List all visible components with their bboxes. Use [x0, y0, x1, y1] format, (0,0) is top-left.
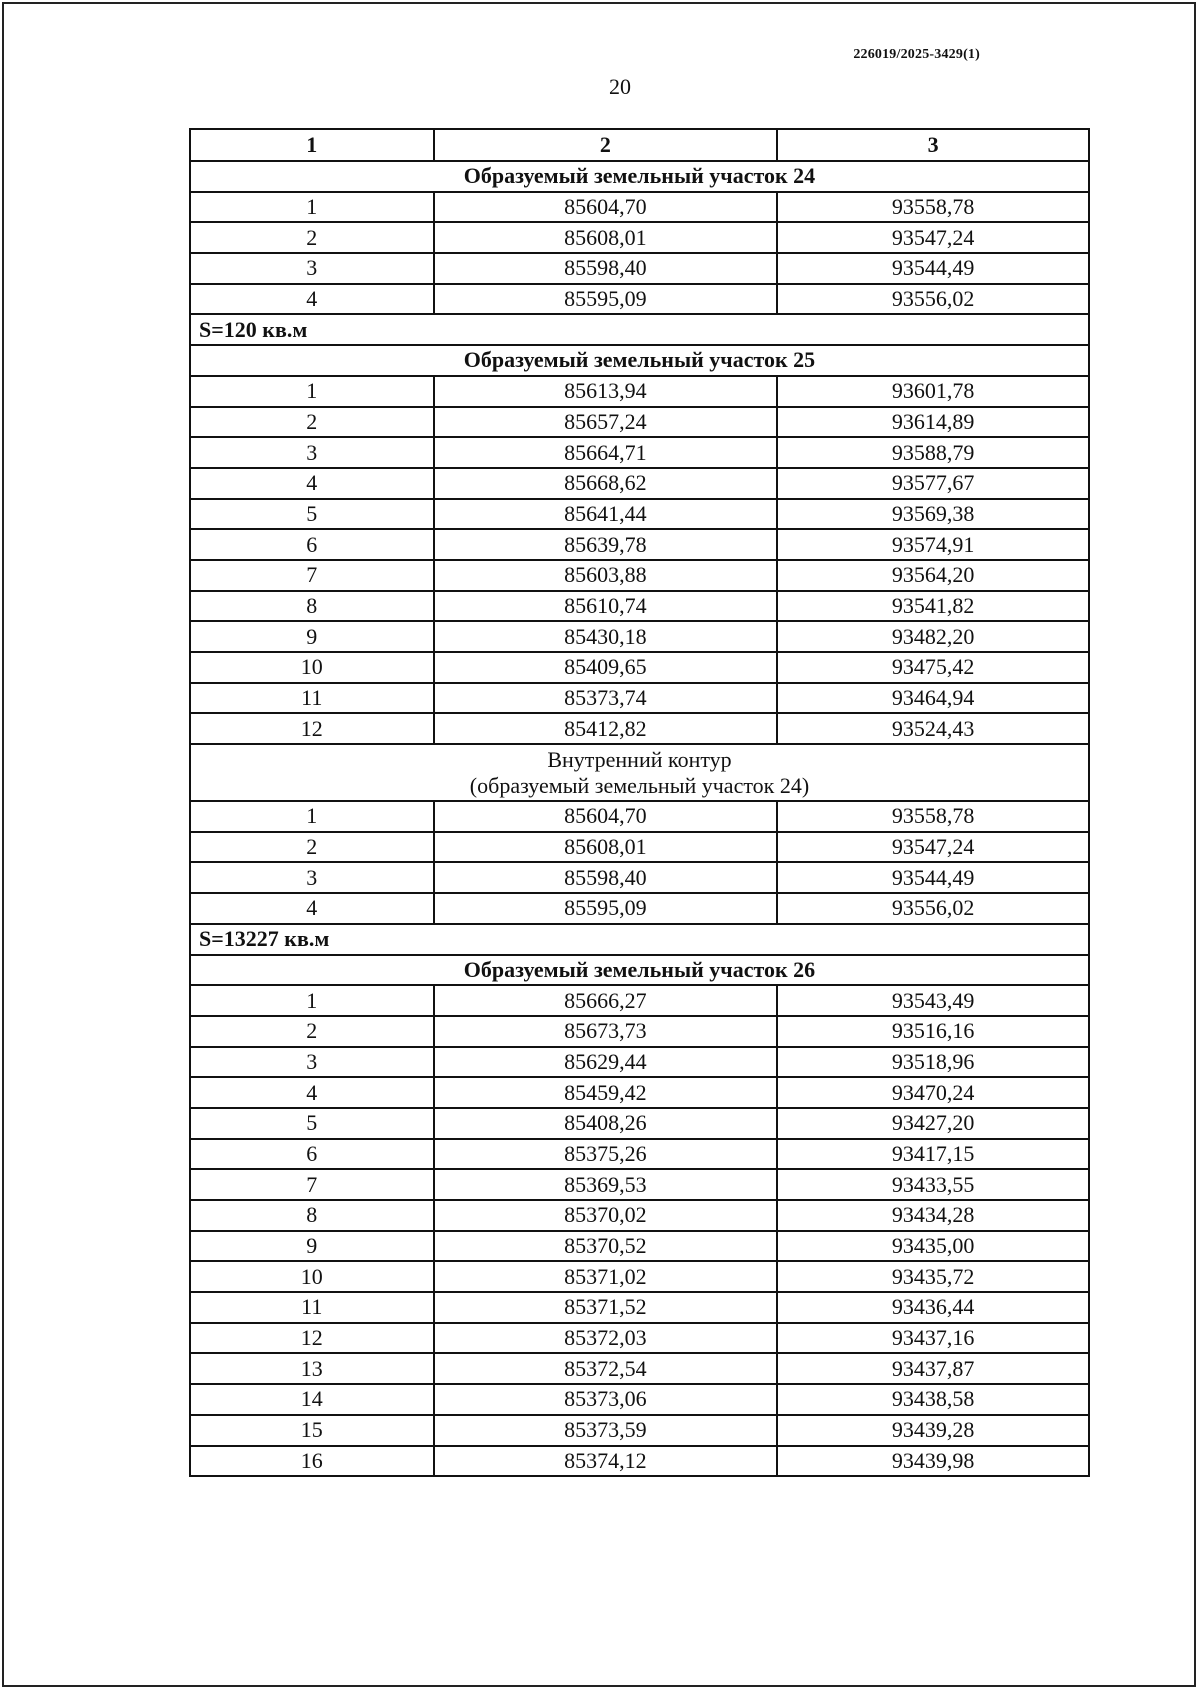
- point-number-cell: 5: [190, 1108, 434, 1139]
- x-coordinate-cell: 85430,18: [434, 621, 778, 652]
- y-coordinate-cell: 93558,78: [777, 801, 1089, 832]
- column-header: 2: [434, 129, 778, 161]
- y-coordinate-cell: 93417,15: [777, 1139, 1089, 1170]
- table-row: [190, 1292, 1089, 1323]
- table-row: [190, 713, 1089, 744]
- x-coordinate-cell: 85371,52: [434, 1292, 778, 1323]
- point-number-cell: 8: [190, 1200, 434, 1231]
- section-title-row: [190, 345, 1089, 376]
- y-coordinate-cell: 93524,43: [777, 713, 1089, 744]
- section-title: Образуемый земельный участок 25: [190, 345, 1089, 376]
- table-row: [190, 832, 1089, 863]
- point-number-cell: 6: [190, 529, 434, 560]
- section-title-row: [190, 955, 1089, 986]
- y-coordinate-cell: 93558,78: [777, 192, 1089, 223]
- y-coordinate-cell: 93470,24: [777, 1077, 1089, 1108]
- point-number-cell: 4: [190, 468, 434, 499]
- table-row: [190, 1047, 1089, 1078]
- table-row: [190, 893, 1089, 924]
- x-coordinate-cell: 85375,26: [434, 1139, 778, 1170]
- point-number-cell: 14: [190, 1384, 434, 1415]
- table-row: [190, 801, 1089, 832]
- x-coordinate-cell: 85666,27: [434, 985, 778, 1016]
- y-coordinate-cell: 93544,49: [777, 253, 1089, 284]
- y-coordinate-cell: 93541,82: [777, 591, 1089, 622]
- column-header: 3: [777, 129, 1089, 161]
- y-coordinate-cell: 93544,49: [777, 862, 1089, 893]
- table-row: [190, 376, 1089, 407]
- table-row: [190, 1353, 1089, 1384]
- y-coordinate-cell: 93543,49: [777, 985, 1089, 1016]
- point-number-cell: 2: [190, 832, 434, 863]
- point-number-cell: 9: [190, 621, 434, 652]
- x-coordinate-cell: 85370,52: [434, 1231, 778, 1262]
- point-number-cell: 7: [190, 560, 434, 591]
- section-title-row: [190, 161, 1089, 192]
- table-row: [190, 437, 1089, 468]
- y-coordinate-cell: 93588,79: [777, 437, 1089, 468]
- point-number-cell: 4: [190, 893, 434, 924]
- x-coordinate-cell: 85408,26: [434, 1108, 778, 1139]
- table-row: [190, 222, 1089, 253]
- y-coordinate-cell: 93437,16: [777, 1323, 1089, 1354]
- y-coordinate-cell: 93436,44: [777, 1292, 1089, 1323]
- table-row: [190, 529, 1089, 560]
- x-coordinate-cell: 85409,65: [434, 652, 778, 683]
- area-row: [190, 924, 1089, 955]
- table-row: [190, 407, 1089, 438]
- point-number-cell: 1: [190, 801, 434, 832]
- x-coordinate-cell: 85604,70: [434, 192, 778, 223]
- x-coordinate-cell: 85657,24: [434, 407, 778, 438]
- table-row: [190, 591, 1089, 622]
- point-number-cell: 3: [190, 253, 434, 284]
- y-coordinate-cell: 93614,89: [777, 407, 1089, 438]
- table-row: [190, 499, 1089, 530]
- y-coordinate-cell: 93556,02: [777, 893, 1089, 924]
- inner-contour-subtitle: (образуемый земельный участок 24): [469, 772, 810, 798]
- point-number-cell: 10: [190, 1261, 434, 1292]
- y-coordinate-cell: 93601,78: [777, 376, 1089, 407]
- y-coordinate-cell: 93475,42: [777, 652, 1089, 683]
- table-row: [190, 1077, 1089, 1108]
- x-coordinate-cell: 85371,02: [434, 1261, 778, 1292]
- x-coordinate-cell: 85595,09: [434, 893, 778, 924]
- table-row: [190, 1384, 1089, 1415]
- y-coordinate-cell: 93437,87: [777, 1353, 1089, 1384]
- area-row: [190, 314, 1089, 345]
- x-coordinate-cell: 85374,12: [434, 1446, 778, 1477]
- y-coordinate-cell: 93439,28: [777, 1415, 1089, 1446]
- x-coordinate-cell: 85595,09: [434, 284, 778, 315]
- point-number-cell: 13: [190, 1353, 434, 1384]
- x-coordinate-cell: 85664,71: [434, 437, 778, 468]
- point-number-cell: 15: [190, 1415, 434, 1446]
- y-coordinate-cell: 93435,00: [777, 1231, 1089, 1262]
- inner-contour-heading: [190, 744, 1089, 801]
- point-number-cell: 3: [190, 1047, 434, 1078]
- y-coordinate-cell: 93427,20: [777, 1108, 1089, 1139]
- x-coordinate-cell: 85372,03: [434, 1323, 778, 1354]
- page-number: 20: [609, 74, 631, 99]
- point-number-cell: 5: [190, 499, 434, 530]
- y-coordinate-cell: 93577,67: [777, 468, 1089, 499]
- x-coordinate-cell: 85608,01: [434, 832, 778, 863]
- table-row: [190, 862, 1089, 893]
- table-row: [190, 560, 1089, 591]
- point-number-cell: 3: [190, 862, 434, 893]
- table-row: [190, 652, 1089, 683]
- document-id: 226019/2025-3429(1): [853, 47, 980, 62]
- table-row: [190, 253, 1089, 284]
- point-number-cell: 11: [190, 683, 434, 714]
- y-coordinate-cell: 93518,96: [777, 1047, 1089, 1078]
- table-row: [190, 468, 1089, 499]
- section-title: Образуемый земельный участок 26: [190, 955, 1089, 986]
- point-number-cell: 1: [190, 192, 434, 223]
- y-coordinate-cell: 93547,24: [777, 222, 1089, 253]
- y-coordinate-cell: 93482,20: [777, 621, 1089, 652]
- point-number-cell: 11: [190, 1292, 434, 1323]
- y-coordinate-cell: 93435,72: [777, 1261, 1089, 1292]
- point-number-cell: 4: [190, 1077, 434, 1108]
- section-title: Образуемый земельный участок 24: [190, 161, 1089, 192]
- point-number-cell: 2: [190, 222, 434, 253]
- point-number-cell: 1: [190, 376, 434, 407]
- point-number-cell: 4: [190, 284, 434, 315]
- x-coordinate-cell: 85613,94: [434, 376, 778, 407]
- inner-contour-row: [190, 744, 1089, 801]
- column-header: 1: [190, 129, 434, 161]
- table-row: [190, 1169, 1089, 1200]
- table-row: [190, 1108, 1089, 1139]
- x-coordinate-cell: 85610,74: [434, 591, 778, 622]
- coordinates-table-body: [190, 129, 1089, 1476]
- y-coordinate-cell: 93547,24: [777, 832, 1089, 863]
- y-coordinate-cell: 93438,58: [777, 1384, 1089, 1415]
- x-coordinate-cell: 85412,82: [434, 713, 778, 744]
- table-row: [190, 1261, 1089, 1292]
- table-row: [190, 1323, 1089, 1354]
- x-coordinate-cell: 85603,88: [434, 560, 778, 591]
- x-coordinate-cell: 85369,53: [434, 1169, 778, 1200]
- coordinates-table: [189, 128, 1090, 1477]
- y-coordinate-cell: 93574,91: [777, 529, 1089, 560]
- table-row: [190, 1139, 1089, 1170]
- x-coordinate-cell: 85373,06: [434, 1384, 778, 1415]
- area-value: S=13227 кв.м: [190, 924, 1089, 955]
- y-coordinate-cell: 93516,16: [777, 1016, 1089, 1047]
- table-row: [190, 985, 1089, 1016]
- point-number-cell: 2: [190, 407, 434, 438]
- x-coordinate-cell: 85373,74: [434, 683, 778, 714]
- x-coordinate-cell: 85598,40: [434, 253, 778, 284]
- table-row: [190, 1231, 1089, 1262]
- y-coordinate-cell: 93569,38: [777, 499, 1089, 530]
- point-number-cell: 7: [190, 1169, 434, 1200]
- table-row: [190, 1200, 1089, 1231]
- inner-contour-title: Внутренний контур: [547, 746, 732, 772]
- point-number-cell: 9: [190, 1231, 434, 1262]
- point-number-cell: 10: [190, 652, 434, 683]
- point-number-cell: 1: [190, 985, 434, 1016]
- x-coordinate-cell: 85608,01: [434, 222, 778, 253]
- y-coordinate-cell: 93556,02: [777, 284, 1089, 315]
- x-coordinate-cell: 85459,42: [434, 1077, 778, 1108]
- table-row: [190, 192, 1089, 223]
- table-header-row: [190, 129, 1089, 161]
- table-row: [190, 1446, 1089, 1477]
- x-coordinate-cell: 85370,02: [434, 1200, 778, 1231]
- x-coordinate-cell: 85372,54: [434, 1353, 778, 1384]
- x-coordinate-cell: 85639,78: [434, 529, 778, 560]
- area-value: S=120 кв.м: [190, 314, 1089, 345]
- point-number-cell: 12: [190, 713, 434, 744]
- table-row: [190, 1016, 1089, 1047]
- table-row: [190, 1415, 1089, 1446]
- point-number-cell: 12: [190, 1323, 434, 1354]
- point-number-cell: 3: [190, 437, 434, 468]
- y-coordinate-cell: 93564,20: [777, 560, 1089, 591]
- x-coordinate-cell: 85668,62: [434, 468, 778, 499]
- x-coordinate-cell: 85373,59: [434, 1415, 778, 1446]
- x-coordinate-cell: 85641,44: [434, 499, 778, 530]
- point-number-cell: 2: [190, 1016, 434, 1047]
- x-coordinate-cell: 85598,40: [434, 862, 778, 893]
- y-coordinate-cell: 93439,98: [777, 1446, 1089, 1477]
- x-coordinate-cell: 85673,73: [434, 1016, 778, 1047]
- point-number-cell: 6: [190, 1139, 434, 1170]
- y-coordinate-cell: 93434,28: [777, 1200, 1089, 1231]
- x-coordinate-cell: 85604,70: [434, 801, 778, 832]
- table-row: [190, 621, 1089, 652]
- point-number-cell: 16: [190, 1446, 434, 1477]
- point-number-cell: 8: [190, 591, 434, 622]
- x-coordinate-cell: 85629,44: [434, 1047, 778, 1078]
- y-coordinate-cell: 93464,94: [777, 683, 1089, 714]
- table-row: [190, 683, 1089, 714]
- table-row: [190, 284, 1089, 315]
- y-coordinate-cell: 93433,55: [777, 1169, 1089, 1200]
